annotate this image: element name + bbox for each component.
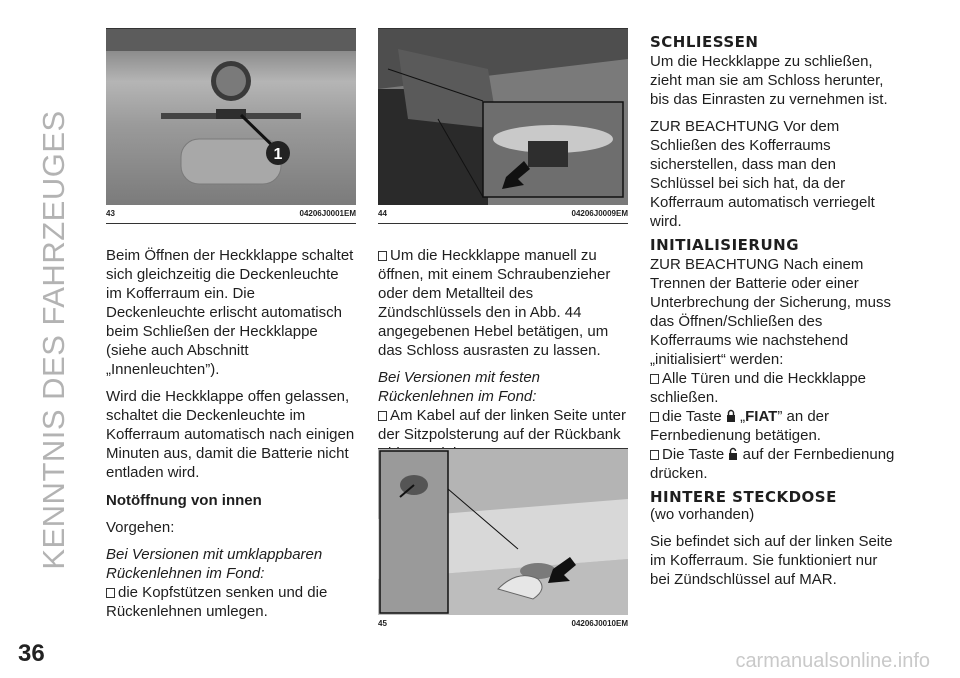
paragraph: Vorgehen: (106, 519, 175, 536)
checkbox-bullet-icon (106, 588, 115, 598)
section-heading: INITIALISIERUNG (650, 236, 800, 254)
trunk-lever-image (378, 29, 628, 205)
column-right (650, 32, 900, 589)
subheading: Notöffnung von innen (106, 492, 262, 509)
figure-44 (378, 28, 628, 224)
checkbox-bullet-icon (650, 450, 659, 460)
checkbox-bullet-icon (650, 374, 659, 384)
bullet-item: die Taste „FIAT” an der Fernbedienung betätigen. (650, 408, 830, 444)
figure-number: 44 (378, 209, 387, 218)
figure-number: 43 (106, 209, 115, 218)
column-middle (378, 28, 628, 628)
watermark: carmanualsonline.info (735, 650, 930, 672)
paragraph: Wird die Heckklappe offen gelassen, schaltet die Deckenleuchte im Kofferraum automatisch nach einigen Minuten aus, damit die Batterie nicht entladen wird. (106, 388, 355, 481)
checkbox-bullet-icon (378, 251, 387, 261)
figure-43 (106, 28, 356, 224)
figure-caption (106, 205, 356, 224)
heading-subtitle: (wo vorhanden) (650, 506, 755, 523)
figure-code: 04206J0010EM (571, 619, 628, 628)
figure-caption (378, 205, 628, 224)
figure-code: 04206J0009EM (571, 209, 628, 218)
trunk-lid-image (106, 29, 356, 205)
checkbox-bullet-icon (378, 411, 387, 421)
paragraph: Sie befindet sich auf der linken Seite im Kofferraum. Sie funktioniert nur bei Zündschlüssel auf MAR. (650, 533, 893, 588)
italic-paragraph: Bei Versionen mit festen Rückenlehnen im Fond: (378, 369, 541, 405)
lock-icon (726, 409, 736, 423)
side-section-title: KENNTNIS DES FAHRZEUGES (36, 110, 71, 570)
section-heading: SCHLIESSEN (650, 33, 759, 51)
paragraph: Beim Öffnen der Heckklappe schaltet sich gleichzeitig die Deckenleuchte im Kofferraum ein. Die Deckenleuchte erlischt automatisch beim Schließen der Heckklappe (siehe auch Abschnitt „Innenleuchten”). (106, 247, 354, 378)
bullet-item: die Kopfstützen senken und die Rückenlehnen umlegen. (106, 584, 328, 620)
bullet-item: Alle Türen und die Heckklappe schließen. (650, 370, 867, 406)
figure-code: 04206J0001EM (299, 209, 356, 218)
italic-paragraph: Bei Versionen mit umklappbaren Rückenlehnen im Fond: (106, 546, 323, 582)
section-heading: HINTERE STECKDOSE (650, 488, 837, 506)
paragraph: ZUR BEACHTUNG Vor dem Schließen des Kofferraums sicherstellen, dass man den Schlüssel bei sich hat, da der Kofferraum automatisch verriegelt wird. (650, 118, 875, 230)
bullet-item: Am Kabel auf der linken Seite unter der Sitzpolsterung auf der Rückbank (378, 407, 626, 443)
paragraph: Um die Heckklappe zu schließen, zieht man sie am Schloss herunter, bis das Einrasten zu vernehmen ist. (650, 53, 888, 108)
bullet-item: Um die Heckklappe manuell zu öffnen, mit einem Schraubenzieher oder dem Metallteil des Zündschlüssels den in Abb. 44 angegebenen Hebel betätigen, um das Schloss ausrasten zu lassen. (378, 247, 611, 359)
figure-caption (378, 615, 628, 633)
paragraph: ZUR BEACHTUNG Nach einem Trennen der Batterie oder einer Unterbrechung der Sicherung, muss das Öffnen/Schließen des Kofferraums wie nachstehend „initialisiert“ werden: (650, 256, 891, 368)
seat-cable-image (378, 449, 628, 615)
figure-45 (378, 448, 628, 633)
column-left (106, 28, 356, 621)
unlock-icon (728, 447, 738, 461)
callout-label: 1 (273, 146, 283, 163)
bullet-item: Die Taste auf der Fernbedienung drücken. (650, 446, 895, 482)
page-number: 36 (18, 640, 45, 667)
checkbox-bullet-icon (650, 412, 659, 422)
figure-number: 45 (378, 619, 387, 628)
